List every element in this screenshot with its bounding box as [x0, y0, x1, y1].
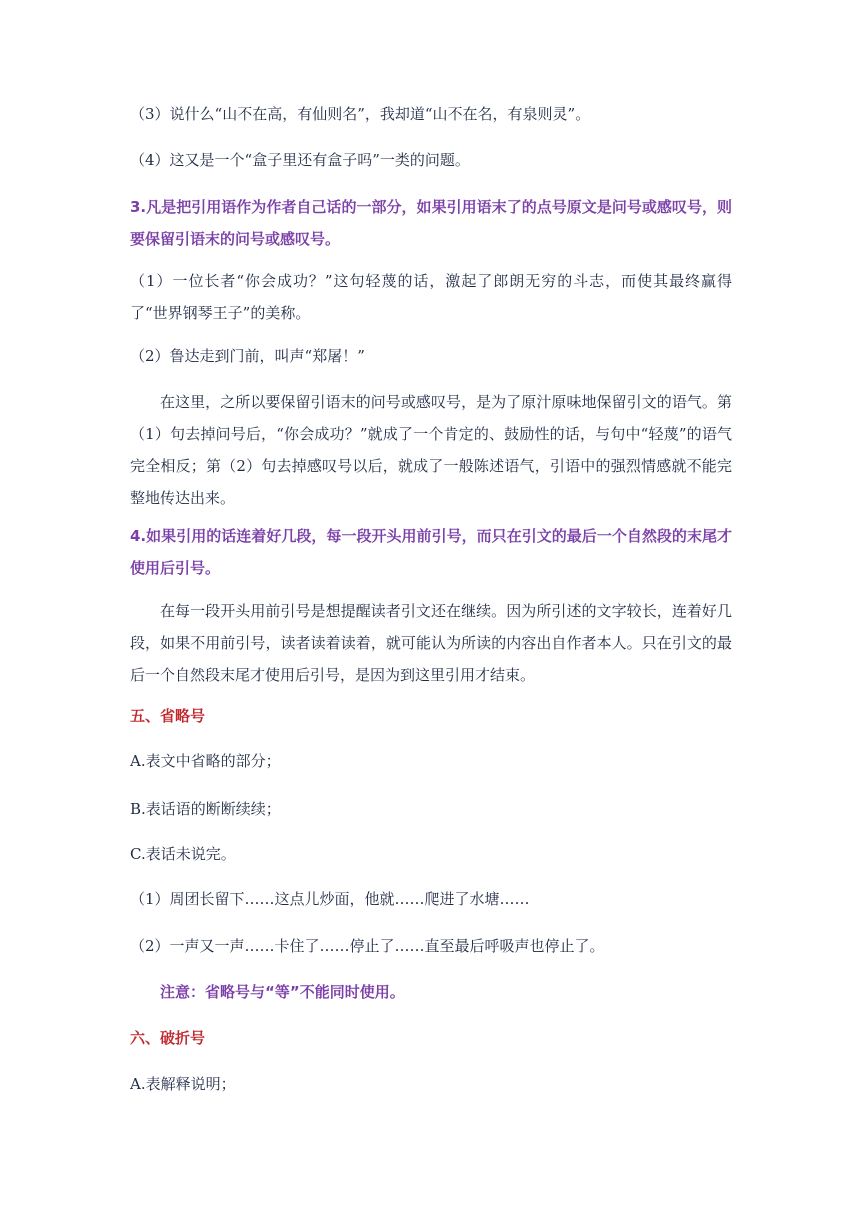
ellipsis-usage-a: A.表文中省略的部分； [130, 752, 281, 770]
ellipsis-usage-c: C.表话未说完。 [130, 845, 236, 863]
dash-usage-a: A.表解释说明； [130, 1075, 236, 1093]
quote-example-4: （4）这又是一个“盒子里还有盒子吗”一类的问题。 [130, 151, 470, 169]
section-6-heading: 六、破折号 [130, 1029, 206, 1047]
section-5-heading: 五、省略号 [130, 707, 206, 725]
rule-3-heading: 3.凡是把引用语作为作者自己话的一部分，如果引用语末了的点号原文是问号或感叹号，则要保留引语末的问号或感叹号。 [130, 198, 732, 248]
rule-4-explanation: 在每一段开头用前引号是想提醒读者引文还在继续。因为所引述的文字较长，连着好几段，如果不用前引号，读者读着读着，就可能认为所读的内容出自作者本人。只在引文的最后一个自然段末尾才使用后引号，是因为到这里引用才结束。 [130, 602, 732, 684]
ellipsis-example-2: （2）一声又一声……卡住了……停止了……直至最后呼吸声也停止了。 [130, 937, 605, 955]
rule-3-example-2: （2）鲁达走到门前，叫声“郑屠！” [130, 347, 365, 365]
rule-3-example-1: （1）一位长者“你会成功？”这句轻蔑的话，激起了郎朗无穷的斗志，而使其最终赢得了“世界钢琴王子”的美称。 [130, 272, 732, 322]
rule-3-explanation: 在这里，之所以要保留引语末的问号或感叹号，是为了原汁原味地保留引文的语气。第（1）句去掉问号后，“你会成功？”就成了一个肯定的、鼓励性的话，与句中“轻蔑”的语气完全相反；第（2）句去掉感叹号以后，就成了一般陈述语气，引语中的强烈情感就不能完整地传达出来。 [130, 393, 732, 507]
ellipsis-example-1: （1）周团长留下……这点儿炒面，他就……爬进了水塘…… [130, 890, 530, 908]
quote-example-3: （3）说什么“山不在高，有仙则名”，我却道“山不在名，有泉则灵”。 [130, 105, 591, 123]
rule-4-heading: 4.如果引用的话连着好几段，每一段开头用前引号，而只在引文的最后一个自然段的末尾才使用后引号。 [130, 527, 732, 577]
ellipsis-note: 注意：省略号与“等”不能同时使用。 [160, 983, 405, 1001]
ellipsis-usage-b: B.表话语的断断续续； [130, 800, 281, 818]
